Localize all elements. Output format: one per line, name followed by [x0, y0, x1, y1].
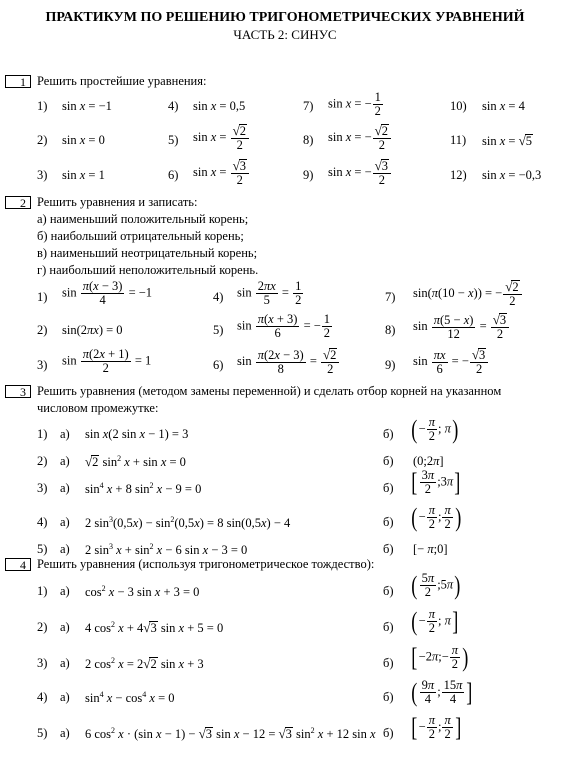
equation: sin x(2 sin x − 1) = 3 [85, 427, 189, 441]
equation: 6 $\cos^2 x \cdot (\sin$ x − 1) − √3 sin x − 12 = √3 $\sin^2 x + 12$ sin x [85, 726, 376, 742]
page-subtitle: ЧАСТЬ 2: СИНУС [233, 27, 337, 42]
part-b-label: б) [383, 690, 394, 704]
item-number: 4) [37, 515, 48, 529]
equation: sin x = √5 [482, 133, 532, 148]
item-number: 2) [37, 323, 48, 337]
equation: √2 $\sin^2 x + \sin x = 0$ [85, 454, 186, 470]
item-number: 5) [213, 323, 224, 337]
item-number: 5) [37, 542, 48, 556]
item-number: 12) [450, 168, 467, 182]
task-subitem: а) наименьший положительный корень; [37, 212, 249, 226]
equation: sin x = $\frac{√2}{2}$ [193, 124, 250, 152]
interval: [−2π;− $\frac{\pi}{2}$ ) [411, 642, 469, 672]
item-number: 2) [37, 620, 48, 634]
equation: sin x = 0 [62, 133, 105, 147]
item-number: 3) [37, 358, 48, 372]
item-number: 2) [37, 133, 48, 147]
item-number: 1) [37, 584, 48, 598]
part-b-label: б) [383, 726, 394, 740]
part-a-label: а) [60, 481, 70, 495]
equation: $\sin^4 x - \cos^4 x = 0$ [85, 690, 175, 706]
section-header-cont: числовом промежутке: [37, 401, 159, 415]
task-subitem: г) наибольший неположительный корень. [37, 263, 259, 277]
item-number: 3) [37, 168, 48, 182]
equation: sin x = 0,5 [193, 99, 246, 113]
item-number: 1) [37, 99, 48, 113]
section-header: Решить простейшие уравнения: [37, 74, 207, 88]
section-number: 4 [5, 558, 31, 571]
page-title: ПРАКТИКУМ ПО РЕШЕНИЮ ТРИГОНОМЕТРИЧЕСКИХ УРАВНЕНИЙ [45, 10, 525, 25]
equation: sin x = − $\frac{√2}{2}$ [328, 124, 392, 152]
task-subitem: в) наименьший неотрицательный корень; [37, 246, 258, 260]
equation: 4 $\cos^2 x + 4√3$ sin x + 5 = 0 [85, 620, 224, 636]
equation: 2 $\sin^3 x + \sin^2 x - 6$ sin x − 3 = 0 [85, 542, 248, 558]
part-a-label: а) [60, 656, 70, 670]
part-a-label: а) [60, 542, 70, 556]
item-number: 8) [303, 133, 314, 147]
interval: [− π;0] [413, 542, 448, 556]
part-a-label: а) [60, 584, 70, 598]
interval: ( $\frac{9\pi}{4}$ ; $\frac{15\pi}{4}$ ] [411, 677, 473, 707]
item-number: 4) [213, 290, 224, 304]
item-number: 1) [37, 290, 48, 304]
equation: sin(2πx) = 0 [62, 323, 123, 337]
item-number: 4) [168, 99, 179, 113]
section-number: 3 [5, 385, 31, 398]
equation: sin x = $\frac{√3}{2}$ [193, 159, 250, 187]
item-number: 4) [37, 690, 48, 704]
part-a-label: а) [60, 515, 70, 529]
equation: sin x = − $\frac{√3}{2}$ [328, 159, 392, 187]
task-subitem: б) наибольший отрицательный корень; [37, 229, 244, 243]
part-b-label: б) [383, 454, 394, 468]
item-number: 5) [168, 133, 179, 147]
item-number: 9) [303, 168, 314, 182]
interval: (− $\frac{\pi}{2}$ ; π] [411, 606, 459, 636]
equation: sin $\frac{\pi x}{6}$ = − $\frac{√3}{2}$ [413, 348, 489, 376]
equation: 2 $\cos^2 x = 2√2$ sin x + 3 [85, 656, 204, 672]
part-a-label: а) [60, 454, 70, 468]
equation: sin $\frac{\pi(x + 3)}{6}$ = − $\frac{1}{2}$ [237, 312, 331, 341]
item-number: 3) [37, 656, 48, 670]
item-number: 10) [450, 99, 467, 113]
part-a-label: а) [60, 726, 70, 740]
item-number: 1) [37, 427, 48, 441]
section-number: 1 [5, 75, 31, 88]
interval: (− $\frac{\pi}{2}$ ; $\frac{\pi}{2}$ ) [411, 502, 462, 532]
item-number: 9) [385, 358, 396, 372]
part-b-label: б) [383, 656, 394, 670]
section-header: Решить уравнения (используя тригонометрическое тождество): [37, 557, 375, 571]
part-b-label: б) [383, 542, 394, 556]
item-number: 7) [385, 290, 396, 304]
interval: (0;2π] [413, 454, 444, 468]
part-b-label: б) [383, 515, 394, 529]
equation: 2 $\sin^3(0,5x) - \sin^2(0,5x) = 8$ sin(0,5x) − 4 [85, 515, 291, 531]
equation: $\cos^2 x - 3$ sin x + 3 = 0 [85, 584, 200, 600]
equation: sin x = −1 [62, 99, 112, 113]
item-number: 2) [37, 454, 48, 468]
part-b-label: б) [383, 427, 394, 441]
item-number: 5) [37, 726, 48, 740]
equation: $\sin^4 x + 8$ $\sin^2 x - 9 = 0$ [85, 481, 202, 497]
interval: [− $\frac{\pi}{2}$ ; $\frac{\pi}{2}$ ] [411, 712, 462, 742]
item-number: 11) [450, 133, 467, 147]
section-header: Решить уравнения и записать: [37, 195, 198, 209]
equation: sin x = 1 [62, 168, 105, 182]
part-b-label: б) [383, 584, 394, 598]
equation: sin $\frac{\pi(2x - 3)}{8}$ = $\frac{√2}{2}$ [237, 348, 340, 376]
section-header: Решить уравнения (методом замены переменной) и сделать отбор корней на указанном [37, 384, 502, 398]
equation: sin x = −0,3 [482, 168, 542, 182]
equation: sin(π(10 − x)) = − $\frac{√2}{2}$ [413, 280, 523, 308]
equation: sin $\frac{\pi(5 - x)}{12}$ = $\frac{√3}{2}$ [413, 313, 510, 341]
part-b-label: б) [383, 620, 394, 634]
part-a-label: а) [60, 690, 70, 704]
equation: sin x = − $\frac{1}{2}$ [328, 90, 381, 119]
equation: sin x = 4 [482, 99, 525, 113]
interval: (− $\frac{\pi}{2}$ ; π) [411, 414, 459, 444]
equation: sin $\frac{\pi(x - 3)}{4}$ = −1 [62, 279, 153, 308]
item-number: 7) [303, 99, 314, 113]
item-number: 3) [37, 481, 48, 495]
section-number: 2 [5, 196, 31, 209]
interval: ( $\frac{5\pi}{2}$ ;5π) [411, 570, 461, 600]
item-number: 6) [213, 358, 224, 372]
part-a-label: а) [60, 620, 70, 634]
item-number: 6) [168, 168, 179, 182]
equation: sin $\frac{\pi(2x + 1)}{2}$ = 1 [62, 347, 152, 376]
part-a-label: а) [60, 427, 70, 441]
equation: sin $\frac{2\pi x}{5}$ = $\frac{1}{2}$ [237, 279, 302, 308]
part-b-label: б) [383, 481, 394, 495]
item-number: 8) [385, 323, 396, 337]
interval: [ $\frac{3\pi}{2}$ ;3π] [411, 467, 461, 497]
